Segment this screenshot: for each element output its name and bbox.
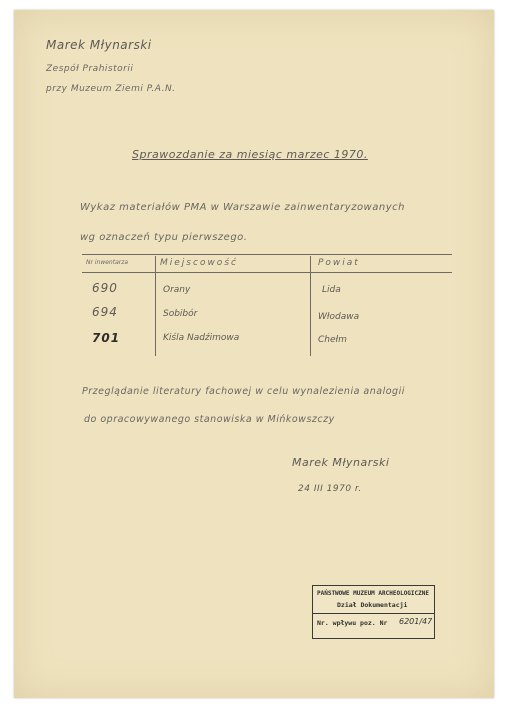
review-line-2: do opracowywanego stanowiska w Mińkowszczy — [84, 414, 335, 425]
signature: Marek Młynarski — [292, 456, 390, 469]
table-column-divider-2 — [310, 256, 311, 356]
table-cell-place: Kiśla Nadźimowa — [163, 333, 240, 343]
stamp-entry-number: 6201/47 — [399, 617, 433, 626]
table-cell-district: Włodawa — [318, 312, 360, 322]
report-title: Sprawozdanie za miesiąc marzec 1970. — [132, 148, 368, 161]
table-cell-number: 701 — [92, 331, 121, 345]
table-header-number: Nr inwentarza — [86, 259, 129, 266]
intro-line-1: Wykaz materiałów PMA w Warszawie zainwentaryzowanych — [80, 202, 405, 213]
table-cell-place: Sobibór — [163, 309, 198, 319]
table-header-place: Miejscowość — [160, 258, 238, 268]
team-name: Zespół Prahistorii — [46, 64, 134, 74]
table-cell-place: Orany — [163, 285, 191, 295]
review-line-1: Przeglądanie literatury fachowej w celu wynalezienia analogii — [82, 386, 405, 397]
table-cell-district: Lida — [322, 285, 341, 295]
stamp-entry-label: Nr. wpływu poz. Nr — [317, 619, 388, 627]
stamp-institution: PAŃSTWOWE MUZEUM ARCHEOLOGICZNE — [317, 590, 429, 597]
museum-name: przy Muzeum Ziemi P.A.N. — [46, 84, 176, 94]
intro-line-2: wg oznaczeń typu pierwszego. — [80, 232, 248, 243]
archive-stamp — [312, 585, 435, 639]
table-cell-number: 694 — [92, 305, 118, 319]
author-name: Marek Młynarski — [46, 38, 152, 52]
table-cell-district: Chełm — [318, 335, 347, 345]
table-top-rule — [82, 254, 452, 255]
table-header-rule — [82, 272, 452, 273]
table-column-divider-1 — [155, 256, 156, 356]
stamp-department: Dział Dokumentacji — [337, 601, 408, 609]
signature-date: 24 III 1970 r. — [298, 484, 362, 494]
stamp-divider — [313, 613, 434, 614]
table-header-district: Powiat — [318, 258, 360, 268]
table-cell-number: 690 — [92, 281, 118, 295]
